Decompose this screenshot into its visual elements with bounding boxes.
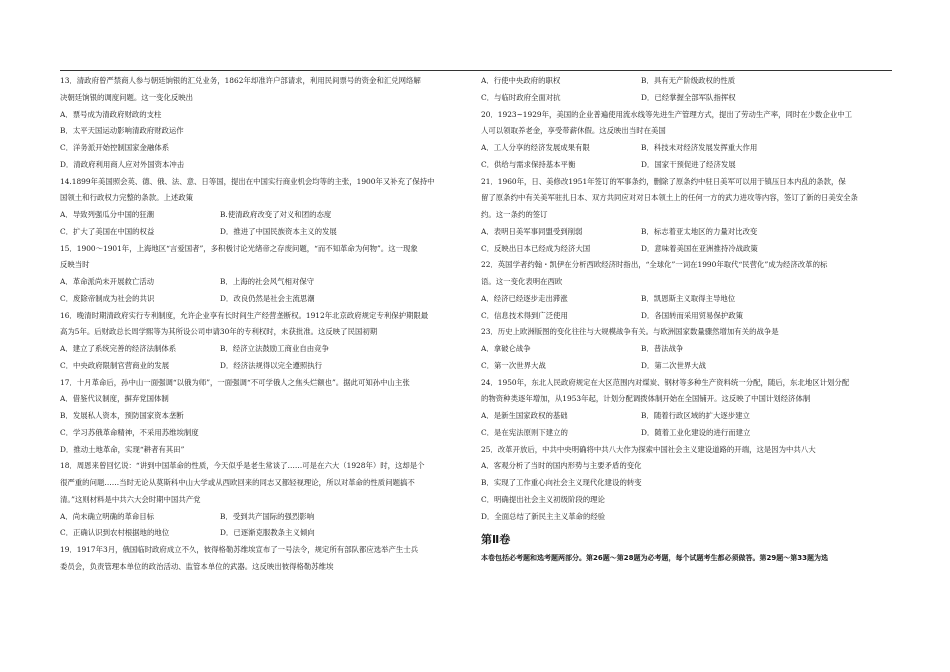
- option-row: [481, 241, 892, 258]
- option-right: D．已逐渐克服教条主义倾向: [220, 528, 315, 538]
- text-line: 留了原条约中有关美军驻扎日本、双方共同应对对日本领土上的任何一方的武力进攻等内容，签订了新的日美安全条: [481, 193, 858, 203]
- option-right: B．具有无产阶级政权的性质: [641, 76, 736, 85]
- option-row: [60, 274, 472, 291]
- text-line: 语。这一变化表明在西欧: [481, 277, 563, 286]
- option-row: [481, 224, 892, 241]
- section-note: 本卷包括必考题和选考题两部分。第26题～第28题为必考题，每个试题考生都必须做答。第29题～第33题为选: [481, 554, 828, 563]
- option-right: B．随着行政区域的扩大逐步建立: [641, 411, 750, 420]
- text-line: 委员会，负责管理本单位的政治活动、监管本单位的武器。这反映出彼得格勒苏维埃: [60, 561, 334, 571]
- option-left: A．表明日美军事同盟受到削弱: [481, 226, 583, 236]
- option-right: B．经济立法鼓励工商业自由竞争: [220, 344, 329, 353]
- text-line: 很严重的问题……当时无论从莫斯科中山大学或从西欧回来的同志又都轻视理论，所以对革命的性质问题搞不: [60, 478, 415, 487]
- right-question-list: [481, 73, 892, 525]
- text-line: C．学习苏俄革命精神，不采用苏维埃制度: [60, 427, 199, 437]
- option-row: [60, 291, 472, 308]
- option-right: D．各国转而采用贸易保护政策: [641, 310, 744, 320]
- option-left: A．导致列强瓜分中国的狂潮: [60, 210, 155, 219]
- option-row: [60, 207, 472, 224]
- option-left: A．是新生国家政权的基础: [481, 411, 568, 420]
- option-left: C．信息技术得到广泛使用: [481, 310, 568, 320]
- option-row: [481, 140, 892, 157]
- text-line: 15．1900～1901年，上海地区“言爱国者”，多积极讨论光绪帝之存废问题，“而不知革命为何物”。这一现象: [60, 243, 418, 253]
- text-line: B．太平天国运动影响清政府财政运作: [60, 126, 184, 136]
- option-left: A．尚未确立明确的革命目标: [60, 511, 155, 521]
- option-right: B．受到共产国际的强烈影响: [220, 511, 315, 521]
- option-row: [60, 341, 472, 358]
- option-right: B．凯恩斯主义取得主导地位: [641, 293, 736, 303]
- option-left: A．革命派尚未开展救亡活动: [60, 277, 155, 286]
- option-right: B.使清政府改变了对义和团的态度: [220, 210, 332, 219]
- text-line: 的物资种类逐年增加，从1953年起，计划分配调拨体制开始在全国铺开。这反映了中国计划经济体制: [481, 394, 811, 404]
- text-line: D．清政府利用商人应对外国资本冲击: [60, 159, 185, 169]
- text-line: 16．晚清时期清政府实行专利制度，允许企业享有长时间生产经营垄断权。1912年北京政府规定专利保护期限最: [60, 310, 429, 320]
- text-line: A．借鉴代议制度，摒弃党国体制: [60, 394, 169, 404]
- text-line: 14.1899年美国照会英、德、俄、法、意、日等国，提出在中国实行商业机会均等的主张，1900年又补充了保持中: [60, 176, 435, 186]
- option-row: [481, 157, 892, 174]
- option-row: [60, 358, 472, 375]
- option-left: C．中央政府限制官营商业的发展: [60, 360, 170, 370]
- right-column: [481, 73, 892, 565]
- option-left: A．拿破仑战争: [481, 344, 531, 353]
- option-right: D．国家干预促进了经济发展: [641, 159, 736, 169]
- option-row: [481, 308, 892, 325]
- option-row: [481, 408, 892, 425]
- option-left: A．建立了系统完善的经济法制体系: [60, 344, 177, 353]
- option-row: [481, 341, 892, 358]
- option-right: B．标志着亚太地区的力量对比改变: [641, 226, 758, 236]
- option-left: C．正确认识到农村根据地的地位: [60, 528, 170, 538]
- option-right: D．第二次世界大战: [641, 360, 707, 370]
- option-row: [481, 358, 892, 375]
- option-row: [60, 224, 472, 241]
- option-right: B．上海的社会风气相对保守: [220, 277, 315, 286]
- option-left: C．第一次世界大战: [481, 360, 546, 370]
- text-line: 高为5年。后财政总长周学熙等为其所设公司申请30年的专利权时，未获批准。这反映了民国初期: [60, 327, 378, 337]
- option-right: B．科技未对经济发展发挥重大作用: [641, 143, 758, 152]
- text-line: C．明确提出社会主义初级阶段的理论: [481, 494, 605, 504]
- text-line: 18．周恩来曾回忆说：“讲到中国革命的性质，今天似乎是老生常谈了……可是在六大（1928年）时，这却是个: [60, 461, 425, 471]
- text-line: D．推动土地革命，实现“耕者有其田”: [60, 444, 185, 454]
- option-left: A．工人分享的经济发展成果有限: [481, 143, 590, 152]
- text-line: 反映当时: [60, 260, 90, 270]
- option-left: C．与临时政府全面对抗: [481, 92, 561, 102]
- option-right: D．意味着美国在亚洲推持冷战政策: [641, 243, 758, 253]
- option-right: D．改良仍然是社会主流思潮: [220, 293, 315, 303]
- text-line: 20．1923~1929年，美国的企业普遍使用流水线等先进生产管理方式，提出了劳动生产率，同时在少数企业中工: [481, 109, 853, 119]
- option-right: B．普法战争: [641, 344, 684, 353]
- option-left: A．行使中央政府的职权: [481, 76, 561, 85]
- option-left: C．供给与需求保持基本平衡: [481, 159, 576, 169]
- text-line: 22．英国学者约翰・凯伊在分析西欧经济时指出，“全球化”一词在1990年取代“民营化”成为经济改革的标: [481, 260, 828, 270]
- option-left: C．废除帝制成为社会的共识: [60, 293, 155, 303]
- text-line: 约。这一条约的签订: [481, 210, 548, 219]
- option-left: A．经济已经逐步走出滞涨: [481, 293, 568, 303]
- text-line: 23．历史上欧洲版图的变化往往与大规模战争有关。与欧洲国家数量骤然增加有关的战争是: [481, 327, 779, 337]
- text-line: B．实现了工作重心向社会主义现代化建设的转变: [481, 478, 642, 487]
- option-right: D．随着工业化建设的进行而建立: [641, 427, 751, 437]
- text-line: B．发展私人资本，预防国家资本垄断: [60, 411, 184, 420]
- left-column: [60, 73, 472, 576]
- text-line: 人可以领取养老金，享受带薪休假。这反映出当时在美国: [481, 126, 666, 136]
- text-line: A．客观分析了当时的国内形势与主要矛盾的变化: [481, 461, 642, 471]
- option-row: [60, 509, 472, 526]
- option-row: [481, 425, 892, 442]
- option-row: [60, 525, 472, 542]
- option-left: C．反映出日本已经成为经济大国: [481, 243, 591, 253]
- text-line: 13．清政府曾严禁商人参与朝廷饷银的汇兑业务，1862年却准许户部请求，利用民间票号的资金和汇兑网络解: [60, 76, 421, 85]
- option-left: C．是在宪法原则下建立的: [481, 427, 568, 437]
- text-line: 17．十月革命后，孙中山一面强调“以俄为师”，一面强调“不可学俄人之焦头烂额也”。据此可知孙中山主张: [60, 377, 410, 387]
- text-line: 决朝廷饷银的调度问题。这一变化反映出: [60, 92, 194, 102]
- text-line: 25．改革开放后，中共中央明确将中共八大作为探索中国社会主义建设道路的开端，这是因为中共八大: [481, 444, 816, 454]
- section-title: 第Ⅱ卷: [481, 533, 511, 547]
- top-rule: [60, 70, 892, 71]
- option-right: D．推进了中国民族资本主义的发展: [220, 226, 337, 236]
- option-row: [481, 90, 892, 107]
- text-line: 国领土和行政权力完整的条款。上述政策: [60, 193, 194, 203]
- option-right: D．已经掌握全部军队指挥权: [641, 92, 736, 102]
- text-line: 24．1950年，东北人民政府规定在大区范围内对煤炭、钢材等多种生产资料统一分配，随后，东北地区计划分配: [481, 377, 850, 387]
- option-right: D．经济法规得以完全遵照执行: [220, 360, 323, 370]
- text-line: D．全面总结了新民主主义革命的经验: [481, 511, 606, 521]
- option-row: [481, 73, 892, 90]
- text-line: 19．1917年3月，俄国临时政府成立不久，彼得格勒苏维埃宣布了一号法令，规定所有部队都应选举产生士兵: [60, 545, 419, 554]
- option-row: [481, 291, 892, 308]
- text-line: C．洋务派开始控制国家金融体系: [60, 143, 170, 152]
- option-left: C．扩大了美国在中国的权益: [60, 226, 155, 236]
- text-line: A．票号成为清政府财政的支柱: [60, 109, 162, 119]
- text-line: 21．1960年，日、美修改1951年签订的军事条约，删除了原条约中驻日美军可以用于镇压日本内乱的条款，保: [481, 176, 846, 186]
- text-line: 清。”这则材料是中共六大会时期中国共产党: [60, 494, 201, 504]
